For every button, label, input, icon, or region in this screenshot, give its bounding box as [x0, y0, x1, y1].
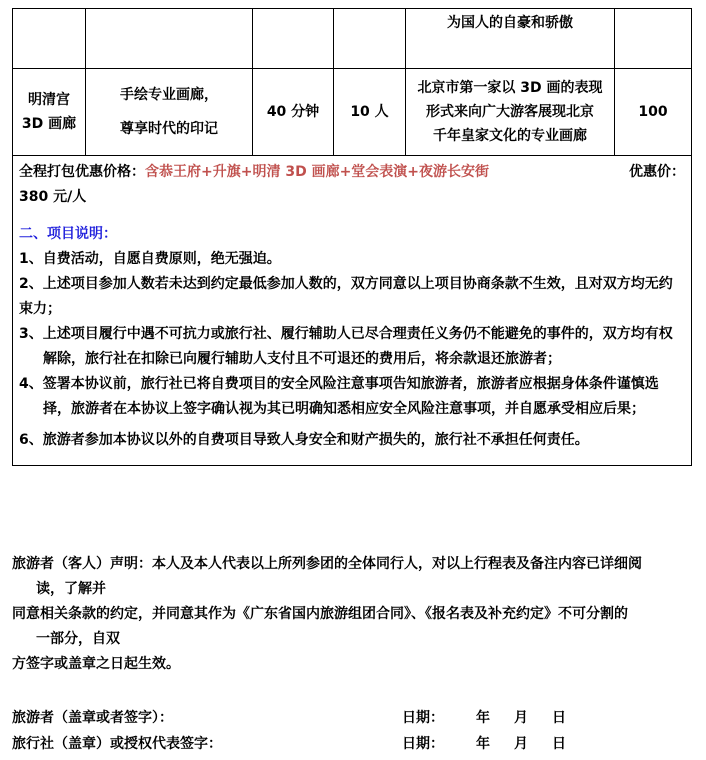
table-cell	[406, 9, 615, 69]
declaration-line: 方签字或盖章之日起生效。	[12, 656, 180, 672]
project-desc-tail: 为国人的自豪和骄傲	[447, 15, 573, 31]
table-row	[13, 69, 692, 156]
people-cell	[334, 69, 406, 156]
table-cell	[86, 9, 253, 69]
project-name-cell	[13, 69, 86, 156]
table-cell	[13, 9, 86, 69]
list-item: 6、旅游者参加本协议以外的自费项目导致人身安全和财产损失的，旅行社不承担任何责任。	[19, 432, 589, 448]
project-desc-cell	[406, 69, 615, 156]
price-cell	[615, 69, 692, 156]
declaration-line: 一部分，自双	[36, 631, 120, 647]
year-label: 年	[476, 736, 490, 752]
agency-signature-line	[12, 733, 566, 753]
duration-value: 40 分钟	[266, 104, 320, 120]
tourist-date	[402, 707, 566, 727]
list-item: 3、上述项目履行中遇不可抗力或旅行社、履行辅助人已尽合理责任义务仍不能避免的事件的，双方均有权解除，旅行社在扣除已向履行辅助人支付且不可退还的费用后，将余款退还旅游者；	[19, 326, 673, 367]
tourist-declaration	[12, 552, 698, 677]
price-value: 100	[638, 104, 668, 120]
package-price: 380 元/人	[19, 189, 87, 205]
package-label: 全程打包优惠价格：	[19, 164, 145, 180]
project-desc-line: 北京市第一家以 3D 画的表现	[417, 80, 603, 96]
day-label: 日	[552, 710, 566, 726]
declaration-line: 读，了解并	[36, 581, 106, 597]
project-content-line: 尊享时代的印记	[120, 121, 218, 137]
table-row	[13, 9, 692, 69]
list-item: 1、自费活动，自愿自费原则，绝无强迫。	[19, 251, 281, 267]
list-item: 2、上述项目参加人数若未达到约定最低参加人数的，双方同意以上项目协商条款不生效，且对双方均无约束力；	[19, 276, 673, 317]
discount-label: 优惠价：	[629, 164, 685, 180]
date-label: 日期：	[402, 710, 444, 726]
month-label: 月	[514, 710, 528, 726]
list-item: 4、签署本协议前，旅行社已将自费项目的安全风险注意事项告知旅游者，旅游者应根据身体条件谨慎选择，旅游者在本协议上签字确认视为其已明确知悉相应安全风险注意事项，并自愿承受相应后果；	[19, 376, 659, 417]
declaration-line: 旅游者（客人）声明：本人及本人代表以上所列参团的全体同行人，对以上行程表及备注内容已详细阅	[12, 556, 642, 572]
package-line	[19, 160, 685, 185]
declaration-line: 同意相关条款的约定，并同意其作为《广东省国内旅游组团合同》、《报名表及补充约定》不可分割的	[12, 606, 628, 622]
project-desc-line: 千年皇家文化的专业画廊	[433, 128, 587, 144]
package-items: 含恭王府+升旗+明清 3D 画廊+堂会表演+夜游长安街	[145, 164, 490, 180]
people-value: 10 人	[350, 104, 389, 120]
project-name-line: 明清宫	[28, 92, 70, 108]
project-name-line: 3D 画廊	[21, 116, 77, 132]
agency-signature-label: 旅行社（盖章）或授权代表签字：	[12, 736, 222, 752]
tourist-signature-line	[12, 707, 566, 727]
agency-date	[402, 733, 566, 753]
month-label: 月	[514, 736, 528, 752]
itinerary-table	[12, 8, 692, 466]
date-label: 日期：	[402, 736, 444, 752]
day-label: 日	[552, 736, 566, 752]
table-cell	[334, 9, 406, 69]
year-label: 年	[476, 710, 490, 726]
project-desc-line: 形式来向广大游客展现北京	[426, 104, 594, 120]
tourist-signature-label: 旅游者（盖章或者签字）：	[12, 710, 173, 726]
project-content-line: 手绘专业画廊，	[120, 87, 218, 103]
project-content-cell	[86, 69, 253, 156]
table-cell	[615, 9, 692, 69]
section-title: 二、项目说明：	[19, 226, 117, 242]
table-row	[13, 156, 692, 466]
duration-cell	[253, 69, 334, 156]
table-cell	[253, 9, 334, 69]
notes-cell	[13, 156, 692, 466]
